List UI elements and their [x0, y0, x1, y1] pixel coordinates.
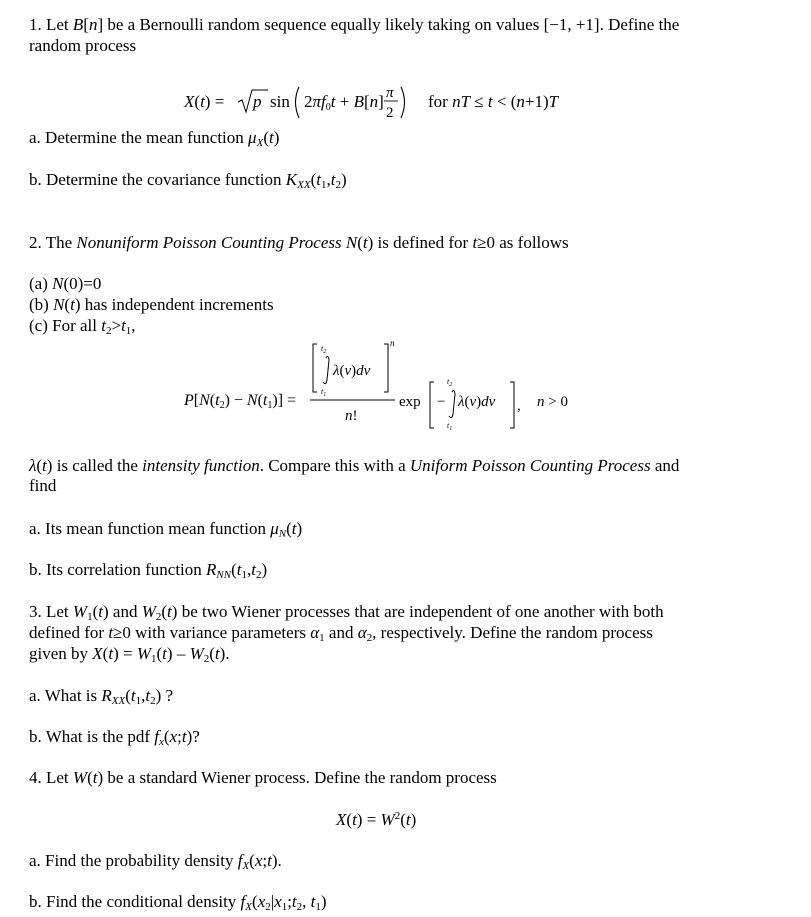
eq2-exp-integral [449, 390, 455, 417]
eq2-exp-integrand: λ(v)dv [458, 394, 496, 410]
problem-3-line1: 3. Let $W_1(t)$ and $W_2(t)$ be two Wiener processes that are independent of one another with both [29, 602, 664, 623]
eq2-upper-limit: $t_2$ [321, 344, 327, 355]
eq1-cond: for nT ≤ t < (n+1)T [428, 92, 559, 111]
eq2-exp-lbracket [430, 382, 434, 428]
problem-1-intro-line1: 1. Let B[n] be a Bernoulli random sequence equally likely taking on values [−1, +1]. Define the [29, 15, 680, 34]
intensity-term: intensity function [142, 456, 260, 475]
problem-4-part-b: b. Find the conditional density $f_X(x_2|x_1;t_2$, $t_1$) [29, 892, 327, 913]
eq2-integrand: λ(v)dv [333, 363, 371, 379]
problem-2-intro: 2. The Nonuniform Poisson Counting Process N(t) is defined for t≥0 as follows [29, 233, 569, 252]
eq2-exp-lower: $t_1$ [447, 421, 453, 432]
eq1-lparen [296, 87, 300, 118]
problem-1-part-a: a. Determine the mean function $\mu_X(t)$ [29, 128, 280, 149]
problem-1-part-b: b. Determine the covariance function $K_{XX}(t_1,t_2)$ [29, 170, 347, 191]
eq2-integral [323, 356, 329, 383]
problem-3-part-a: a. What is $R_{XX}(t_1,t_2)$ ? [29, 686, 174, 707]
problem-3-part-b: b. What is the pdf $f_x(x;t)$? [29, 727, 200, 748]
eq1-arg: 2πf0t + B[n] [304, 92, 384, 113]
problem-3-line3: given by $X(t) = W_1(t) - W_2(t)$. [29, 644, 230, 665]
eq2-power: n [390, 338, 395, 348]
eq2-comma: , [517, 398, 521, 414]
eq1-lhs: X(t) = [184, 92, 225, 111]
eq2-exp: exp [399, 394, 421, 410]
problem-4-equation: $X(t) = W^2(t)$ [336, 810, 417, 829]
eq1-pi: π [386, 85, 394, 101]
p2-intro-prefix: 2. The [29, 233, 77, 252]
problem-2-part-a: a. Its mean function mean function $\mu_N(t)$ [29, 519, 303, 540]
eq2-minus: − [437, 394, 446, 410]
eq1-sin: sin [270, 92, 290, 111]
intensity-suffix: and [650, 456, 680, 475]
problem-4-intro: 4. Let W(t) be a standard Wiener process. Define the random process [29, 768, 497, 787]
eq2-den: n! [345, 408, 358, 424]
problem-2-cond-b: (b) N(t) has independent increments [29, 295, 274, 314]
eq1-rparen [401, 87, 405, 118]
equation-1 [180, 78, 600, 130]
eq2-exp-rbracket [510, 382, 514, 428]
problem-2-part-b: b. Its correlation function $R_{NN}(t_1,t_2)$ [29, 560, 268, 581]
problem-2-find: find [29, 476, 57, 495]
problem-4-part-a: a. Find the probability density $f_X(x;t)$. [29, 851, 282, 872]
eq1-p: p [253, 92, 262, 111]
eq2-num-lbracket [313, 344, 317, 392]
eq2-lower-limit: $t_1$ [321, 387, 327, 398]
eq1-two: 2 [386, 105, 394, 121]
problem-3-line2: defined for t≥0 with variance parameters $\alpha_1$ and $\alpha_2$, respectively. Define the random process [29, 623, 653, 644]
eq2-num-rbracket [384, 344, 388, 392]
intensity-term2: Uniform Poisson Counting Process [409, 456, 651, 475]
eq2-exp-upper: $t_2$ [447, 377, 453, 388]
problem-1-intro-line2: random process [29, 36, 137, 55]
intensity-mid: . Compare this with a [259, 456, 410, 475]
p2-intro-title: Nonuniform Poisson Counting Process [76, 233, 342, 252]
eq2-cond: n > 0 [537, 394, 568, 410]
eq2-lhs: P[N(t2) − N(t1)] = [184, 392, 297, 411]
problem-2-cond-c: (c) For all $t_2>t_1$, [29, 316, 136, 337]
problem-2-cond-a: (a) N(0)=0 [29, 274, 102, 293]
problem-2-intensity-line: λ(t) is called the intensity function. Compare this with a Uniform Poisson Counting Process and [29, 456, 680, 475]
equation-2 [180, 336, 600, 436]
